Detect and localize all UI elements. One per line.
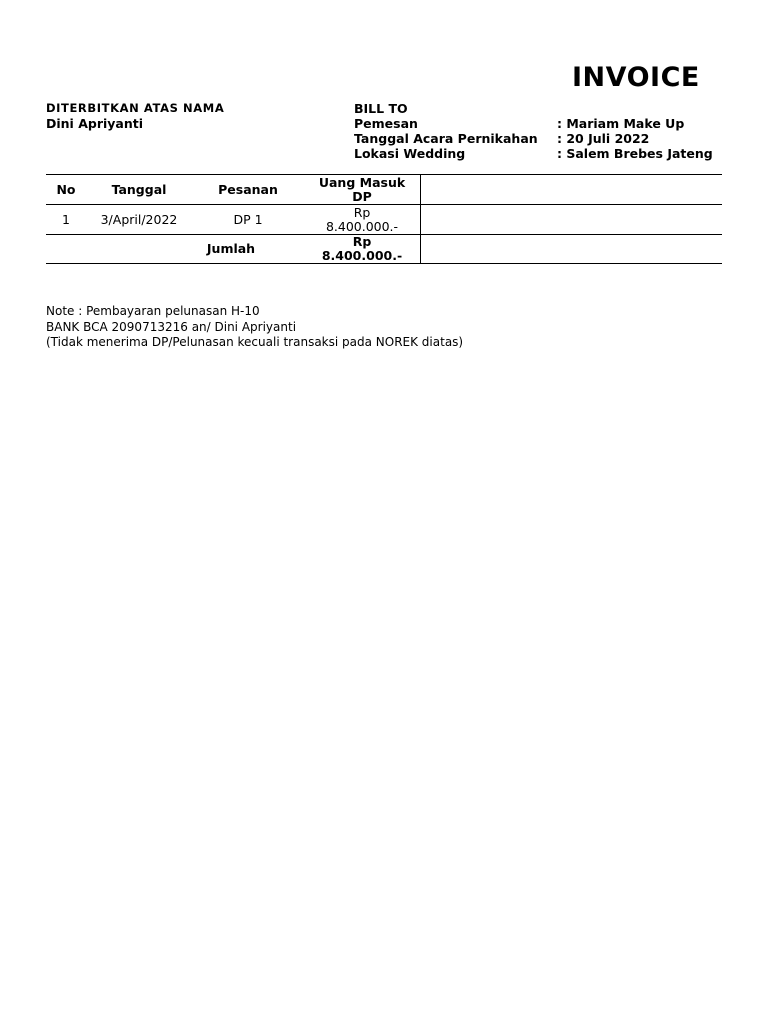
note-line-3: (Tidak menerima DP/Pelunasan kecuali transaksi pada NOREK diatas) [46, 335, 464, 349]
table-header-row [46, 175, 722, 205]
row-tanggal: 3/April/2022 [100, 211, 178, 227]
total-empty-cell [421, 235, 723, 264]
row-no: 1 [62, 211, 70, 227]
invoice-title: INVOICE [572, 62, 700, 93]
table-total-row [46, 235, 722, 264]
row-pesanan: DP 1 [233, 211, 263, 227]
header-uang-masuk [304, 175, 421, 205]
header-uang-masuk-line1: Uang Masuk [318, 174, 406, 190]
row-empty-cell [421, 205, 723, 235]
bill-to-values [557, 116, 713, 161]
bill-to-value-lokasi: : Salem Brebes Jateng [557, 146, 713, 161]
bill-to-label-pemesan: Pemesan [354, 116, 418, 131]
row-dp-currency: Rp [353, 204, 371, 220]
issuer-heading: DITERBITKAN ATAS NAMA [46, 101, 225, 115]
bill-to-label-lokasi: Lokasi Wedding [354, 146, 466, 161]
header-empty-cell [421, 175, 723, 205]
bill-to-labels [354, 116, 538, 161]
total-amount [304, 235, 421, 264]
header-tanggal: Tanggal [111, 181, 167, 197]
header-no: No [56, 181, 76, 197]
note-line-2: BANK BCA 2090713216 an/ Dini Apriyanti [46, 319, 297, 334]
total-value: 8.400.000.- [321, 248, 403, 263]
bill-to-label-tanggal: Tanggal Acara Pernikahan [354, 131, 538, 146]
header-pesanan: Pesanan [218, 181, 278, 197]
issuer-name: Dini Apriyanti [46, 116, 144, 131]
table-row [46, 205, 722, 235]
total-label: Jumlah [206, 241, 256, 256]
row-dp-value: 8.400.000.- [325, 218, 399, 234]
bill-to-heading: BILL TO [354, 101, 408, 116]
row-dp-amount [304, 205, 421, 235]
note-line-1: Note : Pembayaran pelunasan H-10 [46, 304, 260, 318]
invoice-table [46, 174, 722, 264]
bill-to-value-pemesan: : Mariam Make Up [557, 116, 685, 131]
payment-notes [46, 304, 463, 351]
header-uang-masuk-line2: DP [352, 188, 372, 204]
bill-to-value-tanggal: : 20 Juli 2022 [557, 131, 650, 146]
total-currency: Rp [352, 234, 372, 249]
